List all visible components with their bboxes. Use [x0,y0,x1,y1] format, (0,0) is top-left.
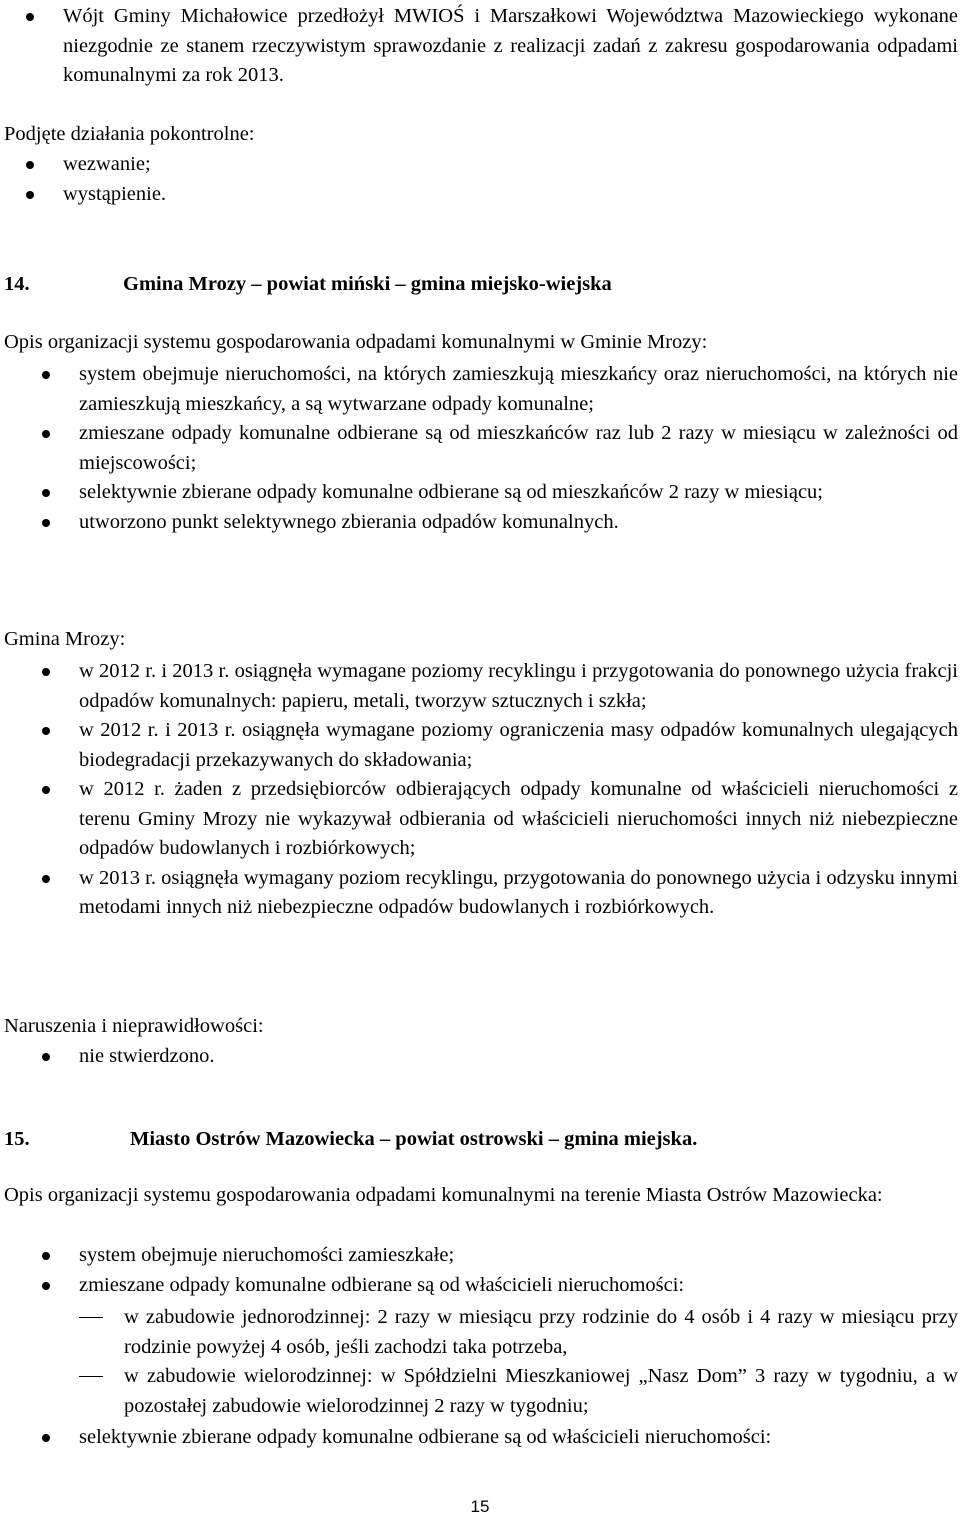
section-14-gmina-label: Gmina Mrozy: [4,628,126,650]
section-14-gmina-list [0,657,958,923]
section-14-title: Gmina Mrozy – powiat miński – gmina miejsko-wiejska [123,273,612,295]
bullet-icon [42,1053,50,1061]
list-item: selektywnie zbierane odpady komunalne odbierane są od właścicieli nieruchomości: [0,1423,958,1453]
section-14-org-label: Opis organizacji systemu gospodarowania odpadami komunalnymi w Gminie Mrozy: [4,331,708,353]
dash-icon [79,1376,103,1377]
bullet-icon [42,786,50,794]
sub-list-item: w zabudowie wielorodzinnej: w Spółdzielni Mieszkaniowej „Nasz Dom” 3 razy w tygodniu, a w pozostałej zabudowie wielorodzinnej 2 razy w tygodniu; [79,1362,958,1421]
list-item: wystąpienie. [0,180,958,210]
list-item: w 2012 r. żaden z przedsiębiorców odbierających odpady komunalne od właścicieli nieruchomości z terenu Gminy Mrozy nie wykazywał odbierania od właścicieli nieruchomości innych niż niebezpieczne odpadów budowlanych i rozbiórkowych; [0,775,958,864]
bullet-icon [42,519,50,527]
list-item: zmieszane odpady komunalne odbierane są od mieszkańców raz lub 2 razy w miesiącu w zależności od miejscowości; [0,419,958,478]
top-list [0,2,958,91]
list-item: zmieszane odpady komunalne odbierane są od właścicieli nieruchomości: [0,1271,958,1301]
bullet-icon [42,668,50,676]
bullet-icon [42,371,50,379]
dash-icon [79,1317,103,1318]
section-15-sub-list [79,1303,958,1421]
bullet-icon [42,1282,50,1290]
bullet-icon [26,161,34,169]
page-number: 15 [470,1497,490,1516]
bullet-icon [42,1252,50,1260]
list-item: nie stwierdzono. [0,1042,958,1072]
section-15-org-label: Opis organizacji systemu gospodarowania odpadami komunalnymi na terenie Miasta Ostrów Mazowiecka: [4,1184,883,1206]
list-item: system obejmuje nieruchomości zamieszkałe; [0,1241,958,1271]
section-15-title: Miasto Ostrów Mazowiecka – powiat ostrowski – gmina miejska. [130,1128,698,1150]
list-item: w 2012 r. i 2013 r. osiągnęła wymagane poziomy recyklingu i przygotowania do ponownego użycia frakcji odpadów komunalnych: papieru, metali, tworzyw sztucznych i szkła; [0,657,958,716]
list-item: utworzono punkt selektywnego zbierania odpadów komunalnych. [0,508,958,538]
list-item: Wójt Gminy Michałowice przedłożył MWIOŚ i Marszałkowi Województwa Mazowieckiego wykonane niezgodnie ze stanem rzeczywistym sprawozdanie z realizacji zadań z zakresu gospodarowania odpadami komunalnymi za rok 2013. [0,2,958,91]
post-control-list [0,150,958,209]
list-item: w 2012 r. i 2013 r. osiągnęła wymagane poziomy ograniczenia masy odpadów komunalnych ulegających biodegradacji przekazywanych do składowania; [0,716,958,775]
section-15-org-list-cont [0,1423,958,1453]
section-14-violations-list [0,1042,958,1072]
bullet-icon [42,875,50,883]
bullet-icon [26,13,34,21]
bullet-icon [42,727,50,735]
post-control-label: Podjęte działania pokontrolne: [4,123,255,145]
section-15-org-list [0,1241,958,1300]
bullet-icon [26,191,34,199]
sub-list-item: w zabudowie jednorodzinnej: 2 razy w miesiącu przy rodzinie do 4 osób i 4 razy w miesiącu przy rodzinie powyżej 4 osób, jeśli zachodzi taka potrzeba, [79,1303,958,1362]
bullet-icon [42,430,50,438]
section-14-number: 14. [4,273,30,295]
bullet-icon [42,489,50,497]
bullet-icon [42,1434,50,1442]
list-item: selektywnie zbierane odpady komunalne odbierane są od mieszkańców 2 razy w miesiącu; [0,478,958,508]
list-item: w 2013 r. osiągnęła wymagany poziom recyklingu, przygotowania do ponownego użycia i odzysku innymi metodami innych niż niebezpieczne odpadów budowlanych i rozbiórkowych. [0,864,958,923]
section-15-number: 15. [4,1128,30,1150]
section-14-org-list [0,360,958,537]
section-14-violations-label: Naruszenia i nieprawidłowości: [4,1015,264,1037]
list-item: system obejmuje nieruchomości, na których zamieszkują mieszkańcy oraz nieruchomości, na których nie zamieszkują mieszkańcy, a są wytwarzane odpady komunalne; [0,360,958,419]
list-item: wezwanie; [0,150,958,180]
